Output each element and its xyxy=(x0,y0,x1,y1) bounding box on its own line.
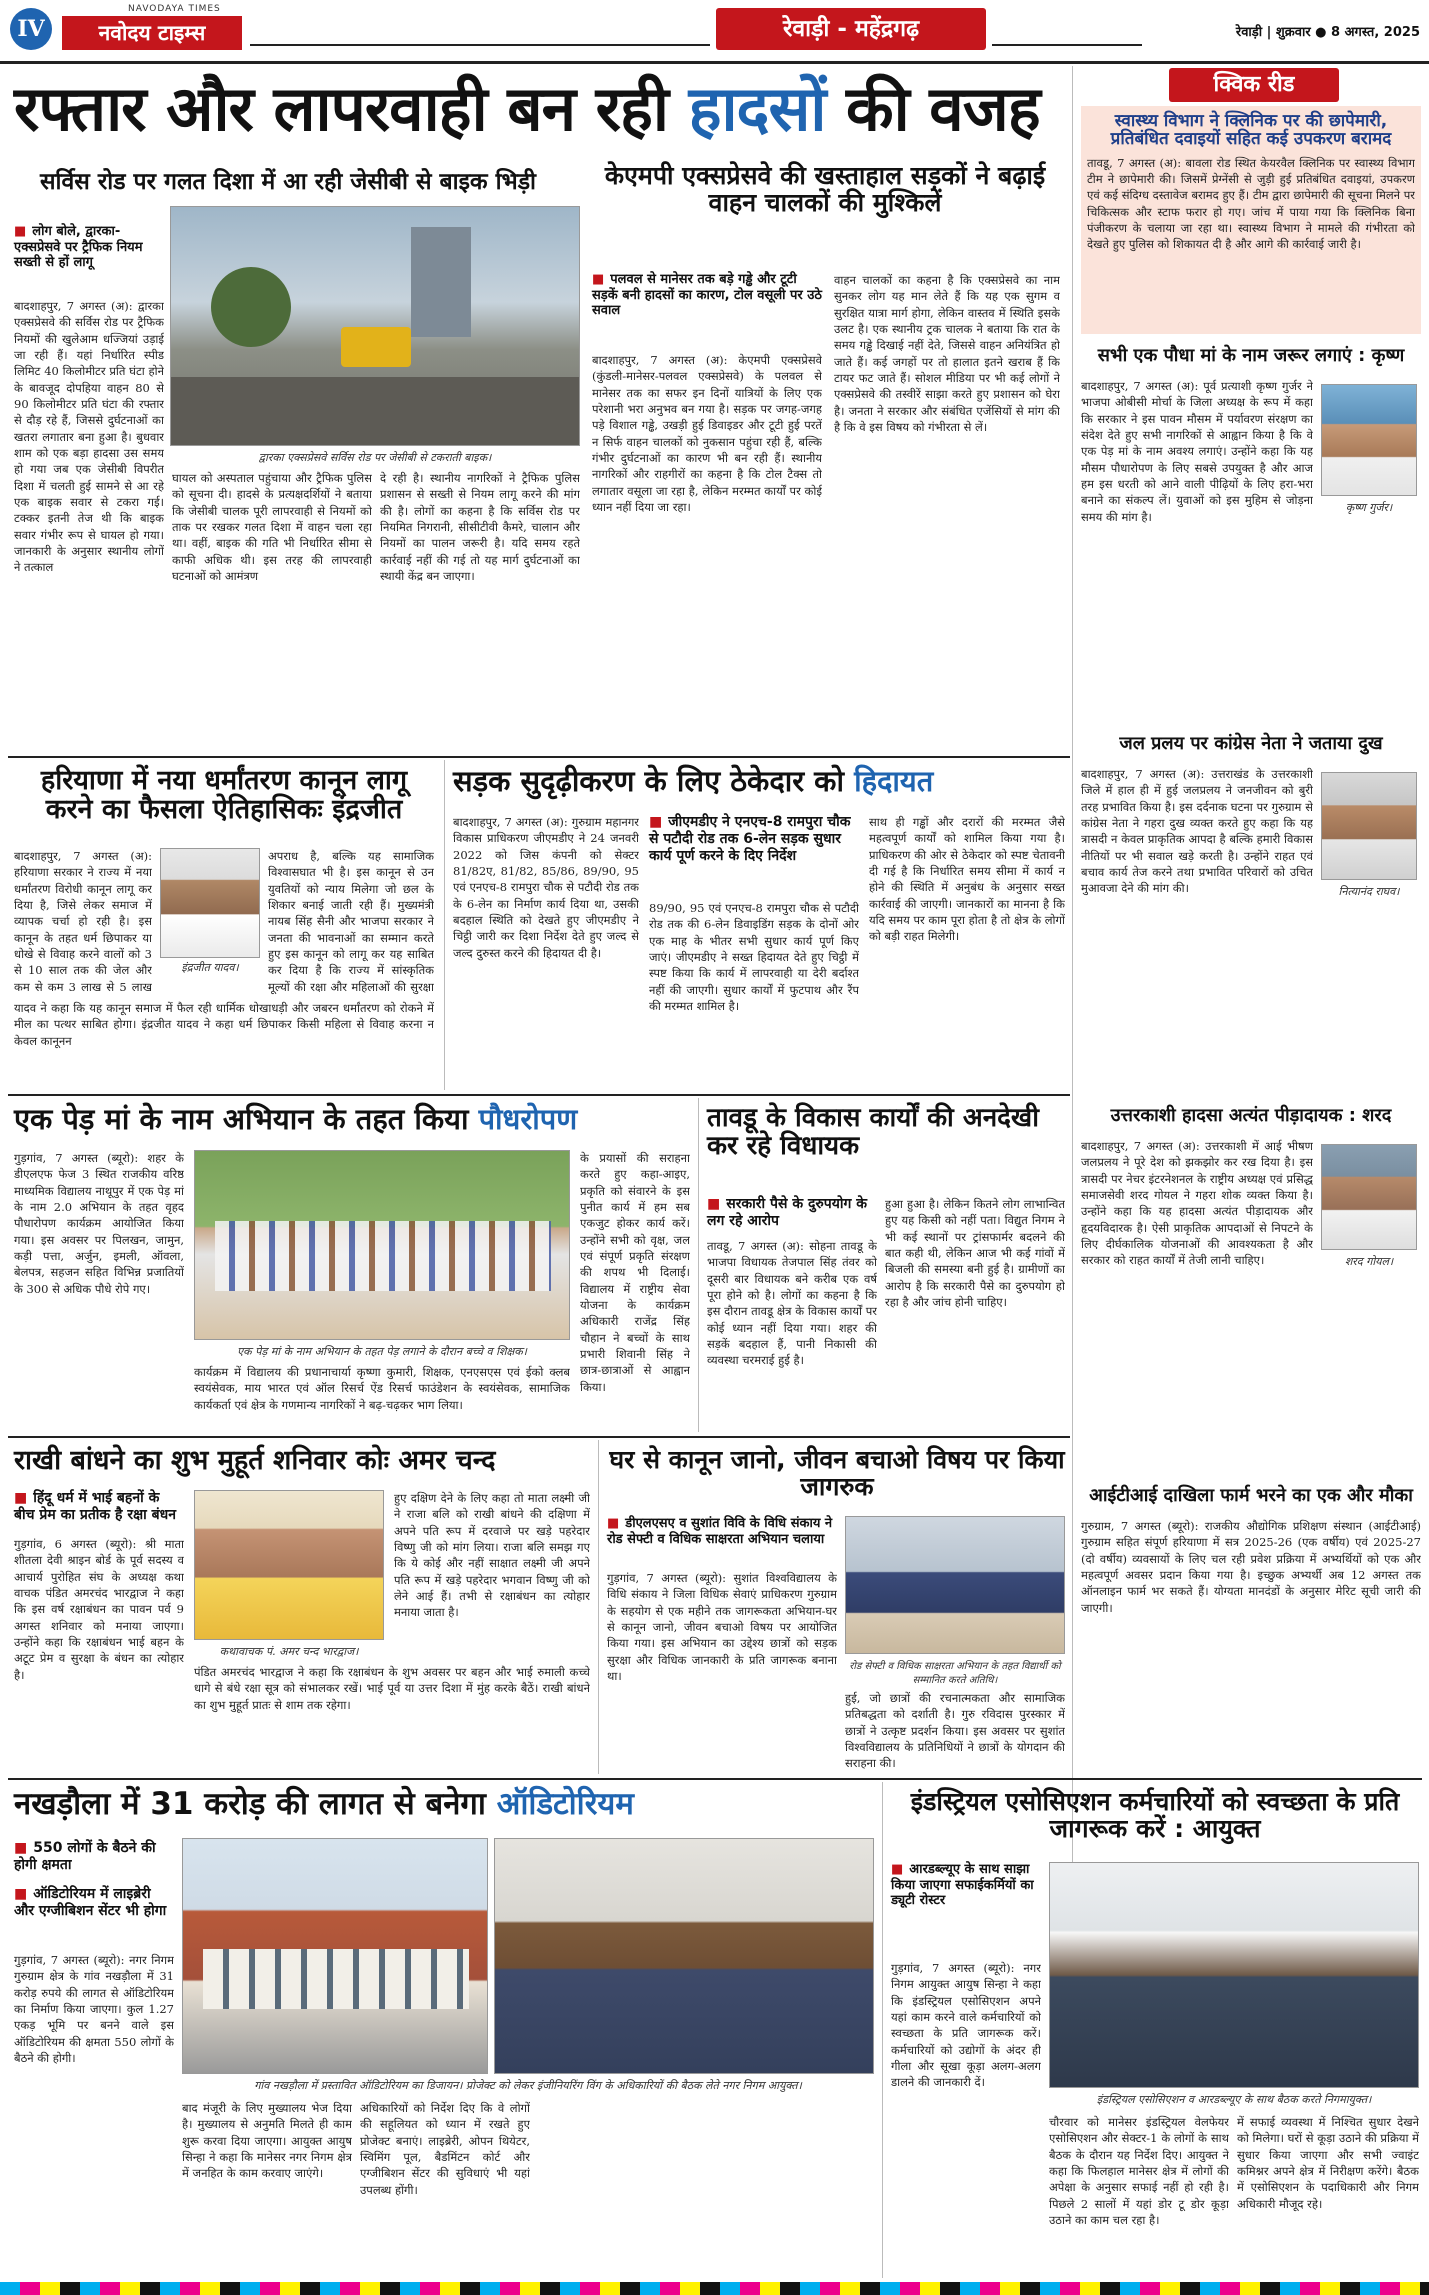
rakhi-body-col3: पंडित अमरचंद भारद्वाज ने कहा कि रक्षाबंधन के शुभ अवसर पर बहन और भाई रुमाली कच्चे धागे से बंधे रक्षा सूत्र को संभालकर रखें। भाई पूर्व या उत्तर दिशा में मुंह करके बैठें। राखी बांधने का शुभ मुहूर्त प्रातः से शाम तक रहेगा। xyxy=(194,1665,590,1712)
dateline: रेवाड़ी | शुक्रवार ● 8 अगस्त, 2025 xyxy=(1235,25,1420,40)
lead-photo-jcb xyxy=(170,206,580,446)
tawdu-body-col2: हुआ हुआ है। लेकिन कितने लोग लाभान्वित हुए यह किसी को नहीं पता। विद्युत निगम ने भी कई स्थानों पर ट्रांसफार्मर बदलने की बात कही थी, लेकिन आज भी कई गांवों में बिजली की समस्या बनी हुई है। ग्रामीणों का आरोप है कि सरकारी पैसे का दुरुपयोग हो रहा है और जांच होनी चाहिए। xyxy=(885,1197,1065,1309)
plantation-headline-accent: पौधरोपण xyxy=(478,1102,578,1136)
plantation-body-col3: के प्रयासों की सराहना करते हुए कहा-आइए, प्रकृति को संवारने के इस पुनीत कार्य में हम सब एकजुट होकर कार्य करें। उन्होंने सभी को वृक्ष, जल एवं संपूर्ण प्रकृति संरक्षण की शपथ भी दिलाई। विद्यालय में राष्ट्रीय सेवा योजना के कार्यक्रम अधिकारी राजेंद्र सिंह चौहान ने बच्चों के साथ प्रभारी शिवानी सिंह ने छात्र-छात्राओं से आह्वान किया। xyxy=(580,1151,690,1394)
story-conversion-law xyxy=(0,760,440,1000)
legal-body-col1: गुड़गांव, 7 अगस्त (ब्यूरो): सुशांत विश्वविद्यालय के विधि संकाय ने जिला विधिक सेवाएं प्राधिकरण गुरुग्राम के सहयोग से एक महीने तक जागरूकता अभियान-घर से कानून जानो, जीवन बचाओ विषय पर आयोजित किया गया। इस अभियान का उद्देश्य छात्रों को सड़क सुरक्षा और विधिक जानकारी के प्रति जागरूक बनाना था। xyxy=(607,1571,837,1683)
photo-jcb-vehicle xyxy=(341,327,411,367)
industrial-body-col3: में सफाई व्यवस्था में निश्चित सुधार देखने को मिलेगा। घरों से कूड़ा उठाने की प्रक्रिया में सुधार किया जाएगा और सभी ज्वाइंट कमिश्नर अपने क्षेत्र में निरीक्षण करेंगे। बैठक में एसोसिएशन के पदाधिकारी और निगम अधिकारी मौजूद रहे। xyxy=(1237,2115,1419,2211)
contractor-body-col1: बादशाहपुर, 7 अगस्त (अ): गुरुग्राम महानगर विकास प्राधिकरण जीएमडीए ने 24 जनवरी 2022 को जिस कंपनी को सेक्टर 81/82ए, 81/82, 85/86, 89/90, 95 एवं एनएच-8 रामपुरा चौक से पटौदी रोड तक के 6-लेन का निर्माण कार्य दिया था, उसकी बदहाल स्थिति को देखते हुए जीएमडीए ने चिट्ठी जारी कर दिशा निर्देश देते हुए जल्द से जल्द दुरुस्त करने की हिदायत दी है। xyxy=(453,815,639,960)
masthead xyxy=(0,0,1429,64)
contractor-highlight: ■ जीएमडीए ने एनएच-8 रामपुरा चौक से पटौदी रोड तक 6-लेन सड़क सुधार कार्य पूर्ण करने के दिए निर्देश xyxy=(649,814,859,864)
contractor-headline xyxy=(453,766,1067,797)
rakhi-caption: कथावाचक पं. अमर चन्द भारद्वाज। xyxy=(219,1645,359,1658)
lead-body-col3: दे रही है। स्थानीय नागरिकों ने ट्रैफिक पुलिस प्रशासन से सख्ती से नियम लागू करने की मांग की है। लोगों का कहना है कि सर्विस रोड पर नियमित निगरानी, सीसीटीवी कैमरे, चालान और नियमों का पालन जरूरी है। यदि समय रहते कार्रवाई नहीं की गई तो यह मार्ग दुर्घटनाओं का स्थायी केंद्र बन जाएगा। xyxy=(380,471,580,583)
section-banner: रेवाड़ी - महेंद्रगढ़ xyxy=(716,8,986,50)
auditorium-headline-part-a: नखड़ौला में 31 करोड़ की लागत से बनेगा xyxy=(14,1786,497,1822)
industrial-caption: इंडस्ट्रियल एसोसिएशन व आरडब्ल्यूए के साथ बैठक करते निगमायुक्त। xyxy=(1096,2093,1372,2106)
print-registration-strip xyxy=(0,2282,1429,2295)
photo-auditorium-windows xyxy=(203,1949,469,2009)
industrial-photo xyxy=(1049,1862,1419,2088)
auditorium-body-col3: अधिकारियों को निर्देश दिए कि वे लोगों की सहूलियत को ध्यान में रखते हुए प्रोजेक्ट बनाएं। लाइब्रेरी, ओपन थियेटर, स्विमिंग पूल, बैडमिंटन कोर्ट और एग्जीबिशन सेंटर की सुविधाएं भी यहां उपलब्ध होंगी। xyxy=(360,2101,530,2197)
qr4-body: बादशाहपुर, 7 अगस्त (अ): उत्तरकाशी में आई भीषण जलप्रलय ने पूरे देश को झकझोर कर रख दिया है। इस त्रासदी पर नेचर इंटरनेशनल के राष्ट्रीय अध्यक्ष एवं प्रसिद्ध समाजसेवी शरद गोयल ने गहरा शोक व्यक्त किया है। उन्होंने कहा कि यह हादसा अत्यंत पीड़ादायक और हृदयविदारक है। ऐसी प्राकृतिक आपदाओं से निपटने के लिए दीर्घकालिक योजनाओं की आवश्यकता है और सरकार को राहत कार्यों में तेजी लानी चाहिए। xyxy=(1081,1139,1313,1268)
lead-body-col4: बादशाहपुर, 7 अगस्त (अ): केएमपी एक्सप्रेसवे (कुंडली-मानेसर-पलवल एक्सप्रेसवे) के पलवल से मानेसर तक का सफर इन दिनों यात्रियों के लिए एक परेशानी भरा अनुभव बन गया है। सड़क पर जगह-जगह पड़े विशाल गड्ढे, उखड़ी हुई डिवाइडर और टूटी हुई परतें न सिर्फ वाहन चालकों को नुकसान पहुंचा रही हैं, बल्कि गंभीर दुर्घटनाओं का कारण भी बन रही हैं। स्थानीय नागरिकों और राहगीरों का कहना है कि टोल टैक्स तो लगातार वसूला जा रहा है, लेकिन मरम्मत कार्यों पर कोई ध्यान नहीं दिया जा रहा। xyxy=(592,353,822,514)
lead-highlight-left: ■ लोग बोले, द्वारका-एक्सप्रेसवे पर ट्रैफिक नियम सख्ती से हों लागू xyxy=(14,224,164,271)
qr4-title: उत्तरकाशी हादसा अत्यंत पीड़ादायक : शरद xyxy=(1110,1105,1392,1126)
qr4-caption: शरद गोयल। xyxy=(1344,1255,1394,1268)
lead-headline-part-a: रफ्तार और लापरवाही बन रही xyxy=(14,72,689,145)
lead-body-col2: घायल को अस्पताल पहुंचाया और ट्रैफिक पुलिस को सूचना दी। हादसे के प्रत्यक्षदर्शियों ने बताया कि जेसीबी चालक पूरी लापरवाही से नियमों को ताक पर रखकर गलत दिशा में वाहन चला रहा था। वहीं, बाइक की गति भी निर्धारित सीमा से काफी अधिक थी। इस तरह की लापरवाही घटनाओं को आमंत्रण xyxy=(172,471,372,583)
industrial-highlight: ■ आरडब्ल्यूए के साथ साझा किया जाएगा सफाईकर्मियों का ड्यूटी रोस्टर xyxy=(891,1862,1041,1909)
legal-highlight: ■ डीएलएसए व सुशांत विवि के विधि संकाय ने रोड सेफ्टी व विधिक साक्षरता अभियान चलाया xyxy=(607,1516,837,1547)
qr2-body: बादशाहपुर, 7 अगस्त (अ): पूर्व प्रत्याशी कृष्ण गुर्जर ने भाजपा ओबीसी मोर्चा के जिला अध्यक्ष के रूप में कहा कि सरकार ने इस पावन मौसम में पर्यावरण संरक्षण का संदेश देते हुए सभी नागरिकों से आह्वान किया है कि वे एक पेड़ मां के नाम अवश्य लगाएं। उन्होंने कहा कि यह मौसम पौधारोपण के लिए सबसे उपयुक्त है और आज हम इस धरती को आने वाली पीढ़ियों के लिए हरा-भरा बनाने का संकल्प लें। युवाओं को इस मुहिम से जोड़ना समय की मांग है। xyxy=(1081,379,1313,524)
plantation-caption: एक पेड़ मां के नाम अभियान के तहत पेड़ लगाने के दौरान बच्चे व शिक्षक। xyxy=(237,1345,527,1358)
photo-group xyxy=(215,1221,551,1291)
conversion-body-col1: बादशाहपुर, 7 अगस्त (अ): हरियाणा सरकार ने राज्य में नया धर्मांतरण विरोधी कानून लागू कर दिया है, जिसे लेकर समाज में व्यापक चर्चा हो रही है। इस कानून के तहत धर्म छिपाकर या धोखे से विवाह करने वालों को 3 से 10 साल तक की जेल और कम से कम 3 लाख से 5 लाख xyxy=(14,849,152,994)
lead-body-col5: वाहन चालकों का कहना है कि एक्सप्रेसवे का नाम सुनकर लोग यह मान लेते हैं कि यह एक सुगम व सुरक्षित यात्रा मार्ग होगा, लेकिन वास्तव में स्थिति इसके उलट है। एक स्थानीय ट्रक चालक ने बताया कि रात के समय गड्ढे दिखाई नहीं देते, जिससे वाहन अनियंत्रित हो जाते हैं। कई जगहों पर तो हालात इतने खराब हैं कि टायर फट जाते हैं। सोशल मीडिया पर भी कई लोगों ने एक्सप्रेसवे की तस्वीरें साझा करते हुए प्रशासन को घेरा है। जनता ने सरकार और संबंधित एजेंसियों से मांग की है कि वे इस विषय को गंभीरता से लें। xyxy=(834,273,1060,434)
lead-headline xyxy=(14,72,1064,145)
conversion-body-col3: यादव ने कहा कि यह कानून समाज में फैल रही धार्मिक धोखाधड़ी और जबरन धर्मांतरण को रोकने में मील का पत्थर साबित होगा। इंद्रजीत यादव ने कहा धर्म छिपाकर किसी महिला से विवाह करना न केवल कानूनन xyxy=(14,1001,434,1048)
industrial-body-col1: गुड़गांव, 7 अगस्त (ब्यूरो): नगर निगम आयुक्त आयुष सिन्हा ने कहा कि इंडस्ट्रियल एसोसिएशन अपने यहां काम करने वाले कर्मचारियों को स्वच्छता के प्रति जागरूक करें। कर्मचारियों को उद्योगों के अंदर ही गीला और सूखा कूड़ा अलग-अलग डालने की जानकारी दें। xyxy=(891,1961,1041,2090)
lead-headline-part-c: की वजह xyxy=(825,72,1040,145)
plantation-body-col2: कार्यक्रम में विद्यालय की प्रधानाचार्या कृष्णा कुमारी, शिक्षक, एनएसएस एवं ईको क्लब स्वयंसेवक, माय भारत एवं ऑल रिसर्च ऐंड रिसर्च फाउंडेशन के स्वयंसेवक, सामाजिक कार्यकर्ता एवं क्षेत्र के गणमान्य नागरिकों ने बढ़-चढ़कर भाग लिया। xyxy=(194,1365,570,1412)
plantation-headline-part-a: एक पेड़ मां के नाम अभियान के तहत किया xyxy=(14,1102,479,1136)
industrial-body-col2: चौरवार को मानेसर इंडस्ट्रियल वेलफेयर एसोसिएशन और सेक्टर-1 के लोगों के साथ बैठक के दौरान यह निर्देश दिए। आयुक्त ने कहा कि फिलहाल मानेसर क्षेत्र में लोगों की अपेक्षा के अनुसार सफाई नहीं हो रही है। पिछले 2 सालों में यहां डोर टू डोर कूड़ा उठाने का काम चल रहा है। xyxy=(1049,2115,1229,2227)
photo-road xyxy=(171,377,580,446)
story-auditorium xyxy=(0,1782,878,2278)
lead-photo-caption: द्वारका एक्सप्रेसवे सर्विस रोड पर जेसीबी से टकराती बाइक। xyxy=(258,451,492,464)
tawdu-highlight: ■ सरकारी पैसे के दुरुपयोग के लग रहे आरोप xyxy=(707,1196,877,1230)
auditorium-headline xyxy=(14,1788,874,1821)
page-number-badge: IV xyxy=(10,8,52,50)
quick-read-story1-box xyxy=(1081,106,1421,334)
qr3-body: बादशाहपुर, 7 अगस्त (अ): उत्तराखंड के उत्तरकाशी जिले में हाल ही में हुई जलप्रलय ने जनजीवन को बुरी तरह प्रभावित किया है। इस दर्दनाक घटना पर गुरुग्राम से कांग्रेस नेता ने गहरा दुख व्यक्त करते हुए कहा कि यह त्रासदी न केवल प्राकृतिक आपदा है बल्कि हमारी विकास नीतियों पर भी सवाल खड़े करती है। उन्होंने राहत एवं बचाव कार्य तेज करने तथा प्रभावित परिवारों को उचित मुआवजा देने की मांग की। xyxy=(1081,767,1313,896)
separator-row4 xyxy=(8,1778,1422,1780)
auditorium-headline-accent: ऑडिटोरियम xyxy=(496,1786,634,1822)
auditorium-highlight1: ■ 550 लोगों के बैठने की होगी क्षमता xyxy=(14,1840,174,1874)
qr4-portrait xyxy=(1321,1144,1417,1250)
auditorium-body-col2: बाद मंजूरी के लिए मुख्यालय भेज दिया है। मुख्यालय से अनुमति मिलते ही काम शुरू करवा दिया जाएगा। आयुक्त आयुष सिन्हा ने कहा कि मानेसर नगर निगम क्षेत्र में जनहित के काम करवाए जाएंगे। xyxy=(182,2101,352,2181)
qr5-title: आईटीआई दाखिला फार्म भरने का एक और मौका xyxy=(1089,1485,1413,1506)
rakhi-portrait xyxy=(194,1490,384,1640)
qr3-caption: नित्यानंद राघव। xyxy=(1338,885,1400,898)
conversion-headline: हरियाणा में नया धर्मांतरण कानून लागू करने का फैसला ऐतिहासिकः इंद्रजीत xyxy=(40,765,408,826)
lead-subheadline-left: सर्विस रोड पर गलत दिशा में आ रही जेसीबी से बाइक भिड़ी xyxy=(40,169,536,195)
auditorium-body-col1: गुड़गांव, 7 अगस्त (ब्यूरो): नगर निगम गुरुग्राम क्षेत्र के गांव नखड़ौला में 31 करोड़ रुपये की लागत से ऑडिटोरियम का निर्माण किया जाएगा। कुल 1.27 एकड़ भूमि पर बनने वाले इस ऑडिटोरियम की क्षमता 550 लोगों के बैठने की होगी। xyxy=(14,1953,174,2065)
story-plantation xyxy=(0,1098,694,1432)
auditorium-design-photo xyxy=(182,1838,488,2074)
conversion-body-col2: अपराध है, बल्कि यह सामाजिक विश्वासघात भी है। इस कानून से उन युवतियों को न्याय मिलेगा जो छल के शिकार बनाई जाती रही हैं। मुख्यमंत्री नायब सिंह सैनी और भाजपा सरकार ने जनता की भावनाओं का सम्मान करते हुए इस कानून को लागू कर यह साबित कर दिया है कि राज्य में सांस्कृतिक मूल्यों की रक्षा और महिलाओं की सुरक्षा xyxy=(268,849,434,994)
contractor-body-col3: साथ ही गड्ढों और दरारों की मरम्मत जैसे महत्वपूर्ण कार्यों को शामिल किया गया है। प्राधिकरण की ओर से ठेकेदार को स्पष्ट चेतावनी दी गई है कि निर्धारित समय सीमा में कार्य न होने की स्थिति में अनुबंध के अनुसार सख्त कार्रवाई की जाएगी। जानकारों का मानना है कि यदि समय पर काम पूरा होता है तो क्षेत्र के लोगों को बड़ी राहत मिलेगी। xyxy=(869,815,1065,944)
rakhi-highlight: ■ हिंदू धर्म में भाई बहनों के बीच प्रेम का प्रतीक है रक्षा बंधन xyxy=(14,1490,184,1524)
lead-subheadline-right: केएमपी एक्सप्रेसवे की खस्ताहाल सड़कों ने बढ़ाई वाहन चालकों की मुश्किलें xyxy=(604,161,1046,217)
legal-caption: रोड सेफ्टी व विधिक साक्षरता अभियान के तहत विद्यार्थी को सम्मानित करते अतिथि। xyxy=(849,1661,1061,1686)
rakhi-body-col2: हुए दक्षिण देने के लिए कहा तो माता लक्ष्मी जी ने राजा बलि को राखी बांधने की दक्षिणा में अपने पति रूप में दरवाजे पर खड़े पहरेदार विष्णु जी को मांग लिया। राजा बलि समझ गए कि ये कोई और नहीं साक्षात लक्ष्मी जी अपने पति रूप में खड़े पहरेदार भगवान विष्णु जी को लेने आई हैं। तभी से रक्षाबंधन का त्योहार मनाया जाता है। xyxy=(394,1491,590,1620)
qr3-title: जल प्रलय पर कांग्रेस नेता ने जताया दुख xyxy=(1119,733,1383,754)
qr2-portrait xyxy=(1321,384,1417,496)
masthead-line-right xyxy=(992,44,1142,46)
quick-read-label: क्विक रीड xyxy=(1169,68,1339,102)
plantation-headline xyxy=(14,1104,694,1135)
story-legal-awareness xyxy=(598,1440,1070,1774)
story-industrial-association xyxy=(882,1782,1422,2278)
legal-headline: घर से कानून जानो, जीवन बचाओ विषय पर किया जागरुक xyxy=(609,1445,1065,1501)
lead-body-col1: बादशाहपुर, 7 अगस्त (अ): द्वारका एक्सप्रेसवे की सर्विस रोड पर ट्रैफिक नियमों की खुलेआम धज्जियां उड़ाई जा रही हैं। यहां निर्धारित स्पीड लिमिट 40 किलोमीटर प्रति घंटा होने के बावजूद दोपहिया वाहन 80 से 90 किलोमीटर प्रति घंटा की रफ्तार से दौड़ रहे हैं, जिससे दुर्घटनाओं का खतरा लगातार बना हुआ है। बुधवार शाम को एक बड़ा हादसा उस समय हो गया जब एक जेसीबी विपरीत दिशा में चलती हुई सामने से आ रहे एक बाइक सवार से टकरा गई। टक्कर इतनी तेज थी कि बाइक सवार गंभीर रूप से घायल हो गया। जानकारी के अनुसार स्थानीय लोगों ने तत्काल xyxy=(14,299,164,575)
auditorium-caption: गांव नखड़ौला में प्रस्तावित ऑडिटोरियम का डिजायन। प्रोजेक्ट को लेकर इंजीनियरिंग विंग के अधिकारियों की बैठक लेते नगर निगम आयुक्त। xyxy=(254,2079,802,2092)
story-rakhi xyxy=(0,1440,594,1774)
tawdu-headline: तावडू के विकास कार्यों की अनदेखी कर रहे विधायक xyxy=(707,1103,1039,1162)
plantation-body-col1: गुड़गांव, 7 अगस्त (ब्यूरो): शहर के डीएलएफ फेज 3 स्थित राजकीय वरिष्ठ माध्यमिक विद्यालय नाथूपुर में एक पेड़ मां के नाम 2.0 अभियान के तहत वृहद पौधारोपण कार्यक्रम आयोजित किया गया। इस अवसर पर पिलखन, जामुन, कड़ी पत्ता, अर्जुन, इमली, ऑवला, बेलपत्र, सहजन सहित विभिन्न प्रजातियों के 300 से अधिक पौधे रोपे गए। xyxy=(14,1151,184,1296)
rakhi-body-col1: गुड़गांव, 6 अगस्त (ब्यूरो): श्री माता शीतला देवी श्राइन बोर्ड के पूर्व सदस्य व आचार्य पुरोहित संघ के अध्यक्ष कथा वाचक पंडित अमरचंद भारद्वाज ने कहा कि इस वर्ष रक्षाबंधन का पावन पर्व 9 अगस्त शनिवार को मनाया जाएगा। उन्होंने कहा कि रक्षाबंधन भाई बहन के अटूट प्रेम व सुरक्षा के बंधन का त्योहार है। xyxy=(14,1537,184,1682)
legal-body-col2: हुई, जो छात्रों की रचनात्मकता और सामाजिक प्रतिबद्धता को दर्शाती है। गुरु रविदास पुरस्कार में छात्रों ने उत्कृष्ट प्रदर्शन किया। इस अवसर पर सुशांत विश्वविद्यालय के प्रतिनिधियों ने छात्रों के योगदान की सराहना की। xyxy=(845,1691,1065,1770)
story-tawdu xyxy=(698,1098,1070,1432)
lead-headline-accent: हादसों xyxy=(688,72,826,145)
tawdu-body-col1: तावडू, 7 अगस्त (अ): सोहना तावडू के भाजपा विधायक तेजपाल सिंह तंवर को दूसरी बार विधायक बने करीब एक वर्ष पूरा होने को है। लोगों का कहना है कि इस दौरान तावडू क्षेत्र के विकास कार्यों पर कोई ध्यान नहीं दिया गया। शहर की सड़कें बदहाल हैं, पानी निकासी की व्यवस्था चरमराई हुई है। xyxy=(707,1239,877,1368)
auditorium-highlight2: ■ ऑडिटोरियम में लाइब्रेरी और एग्जीबिशन सेंटर भी होगा xyxy=(14,1886,174,1920)
rakhi-headline: राखी बांधने का शुभ मुहूर्त शनिवार कोः अमर चन्द xyxy=(14,1445,496,1476)
separator-row1 xyxy=(8,756,1070,758)
plantation-photo xyxy=(194,1150,570,1340)
conversion-caption: इंद्रजीत यादव। xyxy=(181,961,239,974)
contractor-body-col2: 89/90, 95 एवं एनएच-8 रामपुरा चौक से पटौदी रोड तक की 6-लेन डिवाइडिंग सड़क के दोनों ओर एक माह के भीतर सभी सुधार कार्य पूर्ण किए जाएं। जीएमडीए ने सख्त हिदायत देते हुए चिट्ठी में स्पष्ट किया कि कार्य में लापरवाही या देरी बर्दाश्त नहीं की जाएगी। सुधार कार्यों में फुटपाथ और रैंप की मरम्मत शामिल है। xyxy=(649,901,859,1013)
legal-photo xyxy=(845,1516,1065,1654)
photo-building xyxy=(411,227,471,337)
separator-row2 xyxy=(8,1094,1070,1096)
brand-small: NAVODAYA TIMES xyxy=(128,4,221,14)
brand-name: नवोदय टाइम्स xyxy=(62,16,242,50)
story-road-contractor xyxy=(444,760,1070,1090)
qr1-body: तावडू, 7 अगस्त (अ): बावला रोड स्थित केयरवैल क्लिनिक पर स्वास्थ्य विभाग टीम ने छापेमारी की। जिसमें प्रेग्नेंसी से जुड़ी हुई प्रतिबंधित दवाइयां, उपकरण एवं कई संदिग्ध दस्तावेज बरामद हुए हैं। टीम द्वारा छापेमारी की सूचना मिलने पर चिकित्सक और स्टाफ फरार हो गए। जांच में पाया गया कि क्लिनिक बिना पंजीकरण के चलाया जा रहा था। स्वास्थ्य विभाग ने मामले की गंभीरता को देखते हुए पुलिस को शिकायत दी है और आगे की कार्रवाई जारी है। xyxy=(1087,155,1415,252)
qr1-title: स्वास्थ्य विभाग ने क्लिनिक पर की छापेमारी, प्रतिबंधित दवाइयों सहित कई उपकरण बरामद xyxy=(1110,111,1392,150)
qr5-body: गुरुग्राम, 7 अगस्त (ब्यूरो): राजकीय औद्योगिक प्रशिक्षण संस्थान (आईटीआई) गुरुग्राम सहित संपूर्ण हरियाणा में सत्र 2025-26 (एक वर्षीय) एवं 2025-27 (दो वर्षीय) व्यवसायों के लिए चल रही प्रवेश प्रक्रिया में अभ्यर्थियों को एक और महत्वपूर्ण अवसर प्रदान किया गया है। इच्छुक अभ्यर्थी अब 12 अगस्त तक ऑनलाइन फार्म भर सकते हैं। योग्यता मानदंडों के अनुसार मेरिट सूची जारी की जाएगी। xyxy=(1081,1519,1421,1615)
conversion-portrait xyxy=(160,848,260,958)
photo-tree xyxy=(211,267,291,347)
qr2-caption: कृष्ण गुर्जर। xyxy=(1345,501,1393,514)
quick-read-sidebar xyxy=(1072,66,1422,2060)
masthead-line xyxy=(250,44,710,46)
contractor-headline-accent: हिदायत xyxy=(854,764,934,798)
qr3-portrait xyxy=(1321,772,1417,880)
separator-row3 xyxy=(8,1436,1070,1438)
industrial-headline: इंडस्ट्रियल एसोसिएशन कर्मचारियों को स्वच्छता के प्रति जागरूक करें : आयुक्त xyxy=(910,1787,1400,1843)
qr2-title: सभी एक पौधा मां के नाम जरूर लगाएं : कृष्ण xyxy=(1097,345,1405,366)
auditorium-meeting-photo xyxy=(494,1838,874,2074)
contractor-headline-part-a: सड़क सुदृढ़ीकरण के लिए ठेकेदार को xyxy=(453,764,855,798)
lead-story xyxy=(0,66,1070,754)
lead-highlight-right: ■ पलवल से मानेसर तक बड़े गड्ढे और टूटी सड़कें बनी हादसों का कारण, टोल वसूली पर उठे सवाल xyxy=(592,272,822,319)
